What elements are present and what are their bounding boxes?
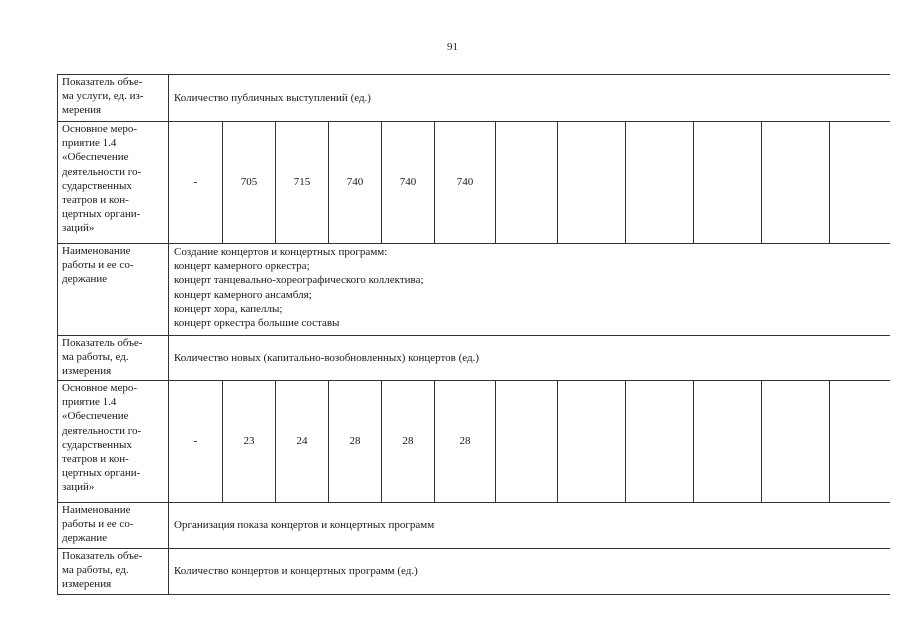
row-label: [58, 75, 169, 122]
content-line: концерт хора, капеллы;: [174, 302, 283, 315]
row-label-text: Основное меро- приятие 1.4 «Обеспечение деятельности го- сударственных театров и кон- цертных органи- заций»: [62, 123, 142, 235]
table-row-work-content: [58, 244, 890, 336]
row-content: [169, 336, 890, 381]
value-cell: 740: [329, 122, 382, 244]
content-line: Создание концертов и концертных программ:: [174, 246, 388, 258]
value-cell: [830, 122, 890, 244]
row-label-text: Показатель объе- ма работы, ед. измерения: [62, 550, 143, 591]
row-label: [58, 122, 169, 244]
row-label: [58, 381, 169, 503]
row-label: [58, 336, 169, 381]
value-cell: [626, 122, 694, 244]
table-row-main-event: [58, 122, 890, 244]
value-cell: [558, 381, 626, 503]
value-cell: [694, 122, 762, 244]
content-line: концерт камерного ансамбля;: [174, 288, 312, 301]
value-cell: [496, 381, 558, 503]
value-cell: -: [169, 122, 223, 244]
value-cell: 740: [382, 122, 435, 244]
content-line: концерт танцевально-хореографического коллектива;: [174, 274, 424, 287]
table-row-main-event: [58, 381, 890, 503]
value-cell: [558, 122, 626, 244]
row-label-text: Наименование работы и ее со- держание: [62, 504, 134, 545]
value-cell: 28: [382, 381, 435, 503]
indicators-table: [57, 74, 890, 595]
value-cell: 705: [223, 122, 276, 244]
row-label-text: Основное меро- приятие 1.4 «Обеспечение деятельности го- сударственных театров и кон- цертных органи- заций»: [62, 382, 142, 494]
row-label-text: Показатель объе- ма работы, ед. измерения: [62, 337, 143, 378]
row-content-text: Организация показа концертов и концертных программ: [174, 519, 435, 532]
row-content: [169, 549, 890, 595]
value-cell: 24: [276, 381, 329, 503]
row-label-text: Наименование работы и ее со- держание: [62, 245, 134, 286]
table-row-work-indicator: [58, 549, 890, 595]
table-row-work-content: [58, 503, 890, 549]
row-content-text: Количество концертов и концертных программ (ед.): [174, 565, 418, 578]
row-label: [58, 549, 169, 595]
row-label: [58, 244, 169, 336]
value-cell: 23: [223, 381, 276, 503]
row-label: [58, 503, 169, 549]
value-cell: [762, 381, 830, 503]
row-content: [169, 75, 890, 122]
value-cell: [626, 381, 694, 503]
row-content-text: Количество новых (капитально-возобновленных) концертов (ед.): [174, 351, 480, 364]
table-row-service-indicator: [58, 75, 890, 122]
value-cell: [496, 122, 558, 244]
value-cell: [830, 381, 890, 503]
row-label-text: Показатель объе- ма услуги, ед. из- мерения: [62, 76, 144, 117]
value-cell: 28: [435, 381, 496, 503]
value-cell: -: [169, 381, 223, 503]
page-number: 91: [447, 41, 458, 53]
value-cell: [694, 381, 762, 503]
content-line: концерт оркестра большие составы: [174, 317, 340, 330]
row-content-text: Количество публичных выступлений (ед.): [174, 91, 371, 104]
value-cell: 715: [276, 122, 329, 244]
value-cell: 740: [435, 122, 496, 244]
value-cell: [762, 122, 830, 244]
value-cell: 28: [329, 381, 382, 503]
row-content: [169, 503, 890, 549]
content-line: концерт камерного оркестра;: [174, 260, 310, 273]
row-content: [169, 244, 890, 336]
table-row-work-indicator: [58, 336, 890, 381]
